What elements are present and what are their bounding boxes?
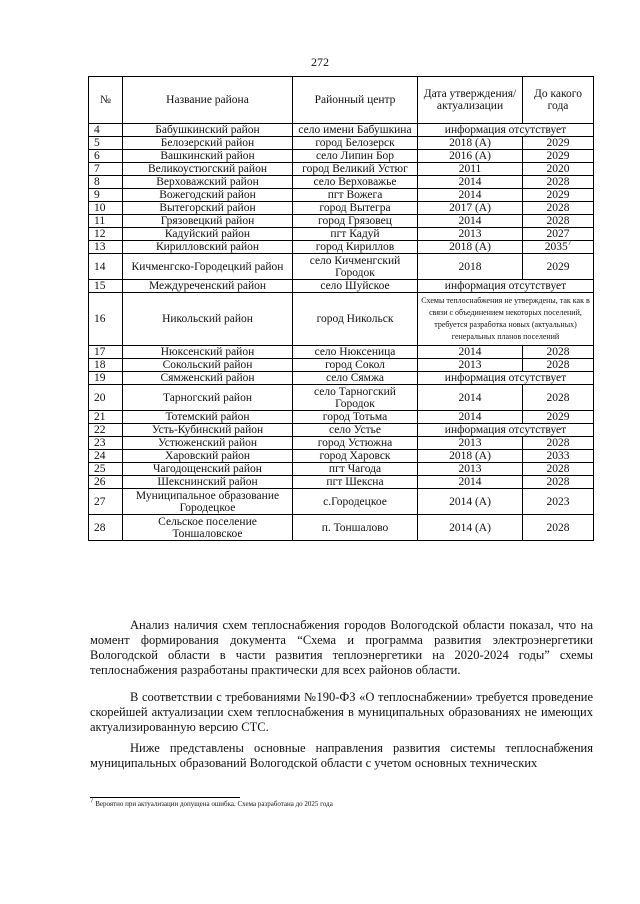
cell-note: Схемы теплоснабжения не утверждены, так как в связи с объединением некоторых поселений, требуется разработка новых (актуальных) генеральных планов поселений <box>418 293 594 346</box>
cell-district: Великоустюгский район <box>123 163 293 176</box>
cell-number: 11 <box>89 215 123 228</box>
cell-year <box>523 137 594 150</box>
cell-number: 22 <box>89 424 123 437</box>
cell-number: 18 <box>89 359 123 372</box>
cell-date: 2018 (А) <box>418 450 523 463</box>
cell-year-value: 2028 <box>546 215 570 227</box>
cell-center: город Устюжна <box>293 437 418 450</box>
table-row <box>89 202 594 215</box>
cell-number: 23 <box>89 437 123 450</box>
cell-date: 2013 <box>418 359 523 372</box>
cell-district: Кадуйский район <box>123 228 293 241</box>
cell-year-value: 2029 <box>546 137 570 149</box>
cell-year-value: 2028 <box>546 476 570 488</box>
cell-year <box>523 411 594 424</box>
table-row <box>89 450 594 463</box>
cell-year-value: 2028 <box>546 346 570 358</box>
cell-district: Нюксенский район <box>123 346 293 359</box>
cell-center: село Шуйское <box>293 280 418 293</box>
cell-info: информация отсутствует <box>418 424 594 437</box>
cell-center: город Сокол <box>293 359 418 372</box>
cell-district: Никольский район <box>123 293 293 346</box>
cell-year <box>523 176 594 189</box>
cell-district: Устюженский район <box>123 437 293 450</box>
cell-year <box>523 254 594 280</box>
cell-year <box>523 346 594 359</box>
table-row <box>89 163 594 176</box>
cell-number: 13 <box>89 241 123 254</box>
cell-date: 2014 <box>418 189 523 202</box>
cell-date: 2013 <box>418 228 523 241</box>
cell-year <box>523 385 594 411</box>
cell-district: Усть-Кубинский район <box>123 424 293 437</box>
cell-district: Кирилловский район <box>123 241 293 254</box>
cell-district: Тарногский район <box>123 385 293 411</box>
cell-year-value: 2029 <box>546 150 570 162</box>
cell-number: 10 <box>89 202 123 215</box>
cell-district: Чагодощенский район <box>123 463 293 476</box>
cell-year <box>523 515 594 541</box>
table-row <box>89 124 594 137</box>
cell-number: 12 <box>89 228 123 241</box>
paragraph-analysis: Анализ наличия схем теплоснабжения городов Вологодской области показал, что на момент формирования документа “Схема и программа развития электроэнергетики Вологодской области в части развития теплоэнергетики на 2020-2024 годы” схемы теплоснабжения разработаны практически для всех районов области. <box>90 618 593 677</box>
cell-year-value: 2029 <box>546 189 570 201</box>
cell-date: 2018 (А) <box>418 137 523 150</box>
cell-center: село имени Бабушкина <box>293 124 418 137</box>
cell-center: село Сямжа <box>293 372 418 385</box>
cell-number: 28 <box>89 515 123 541</box>
cell-date: 2014 <box>418 176 523 189</box>
table-row <box>89 176 594 189</box>
footnote-ref: 7 <box>567 239 572 248</box>
cell-year <box>523 189 594 202</box>
cell-number: 26 <box>89 476 123 489</box>
table-row <box>89 476 594 489</box>
cell-year <box>523 150 594 163</box>
table-row <box>89 385 594 411</box>
cell-date: 2017 (А) <box>418 202 523 215</box>
header-number: № <box>89 77 123 124</box>
cell-center: город Никольск <box>293 293 418 346</box>
cell-center: пгт Шексна <box>293 476 418 489</box>
cell-year <box>523 241 594 254</box>
cell-number: 16 <box>89 293 123 346</box>
footnote-divider <box>90 797 240 798</box>
cell-info: информация отсутствует <box>418 124 594 137</box>
cell-year-value: 2029 <box>546 411 570 423</box>
cell-district: Вожегодский район <box>123 189 293 202</box>
table-row <box>89 463 594 476</box>
cell-date: 2013 <box>418 463 523 476</box>
table-row <box>89 515 594 541</box>
cell-center: пгт Чагода <box>293 463 418 476</box>
cell-date: 2016 (А) <box>418 150 523 163</box>
cell-district: Вытегорский район <box>123 202 293 215</box>
cell-number: 15 <box>89 280 123 293</box>
heat-supply-table <box>88 76 594 541</box>
cell-number: 14 <box>89 254 123 280</box>
cell-date: 2014 <box>418 346 523 359</box>
cell-district: Междуреченский район <box>123 280 293 293</box>
cell-date: 2011 <box>418 163 523 176</box>
cell-year-value: 2023 <box>546 495 570 508</box>
table-row <box>89 241 594 254</box>
table-row <box>89 137 594 150</box>
cell-center: село Нюксеница <box>293 346 418 359</box>
cell-date: 2014 <box>418 476 523 489</box>
cell-year <box>523 359 594 372</box>
cell-year-value: 2028 <box>546 463 570 475</box>
cell-year-value: 2028 <box>546 202 570 214</box>
table-row <box>89 424 594 437</box>
table-row <box>89 346 594 359</box>
cell-center: с.Городецкое <box>293 489 418 515</box>
cell-district: Вашкинский район <box>123 150 293 163</box>
cell-year-value: 2028 <box>546 521 570 534</box>
cell-date: 2018 <box>418 254 523 280</box>
cell-year-value: 2028 <box>546 391 570 404</box>
cell-number: 24 <box>89 450 123 463</box>
cell-center: село Устье <box>293 424 418 437</box>
table-row <box>89 150 594 163</box>
cell-center: пгт Кадуй <box>293 228 418 241</box>
cell-district: Белозерский район <box>123 137 293 150</box>
table-row <box>89 489 594 515</box>
paragraph-requirements: В соответствии с требованиями №190-ФЗ «О теплоснабжении» требуется проведение скорейшей актуализации схем теплоснабжения в муниципальных образованиях не имеющих актуализированную версию СТС. <box>90 690 593 734</box>
cell-year-value: 2029 <box>546 260 570 273</box>
cell-district: Харовский район <box>123 450 293 463</box>
cell-year <box>523 450 594 463</box>
cell-year-value: 2028 <box>546 176 570 188</box>
cell-info: информация отсутствует <box>418 280 594 293</box>
cell-district: Бабушкинский район <box>123 124 293 137</box>
cell-year-value: 2020 <box>546 163 570 175</box>
cell-center: город Грязовец <box>293 215 418 228</box>
cell-year <box>523 215 594 228</box>
cell-number: 7 <box>89 163 123 176</box>
cell-district: Шекснинский район <box>123 476 293 489</box>
table-row <box>89 372 594 385</box>
cell-center: село Липин Бор <box>293 150 418 163</box>
cell-district: Сельское поселение Тоншаловское <box>123 515 293 541</box>
cell-number: 27 <box>89 489 123 515</box>
cell-district: Тотемский район <box>123 411 293 424</box>
cell-district: Верховажский район <box>123 176 293 189</box>
cell-year <box>523 202 594 215</box>
cell-year <box>523 476 594 489</box>
cell-year-value: 2027 <box>546 228 570 240</box>
cell-year <box>523 163 594 176</box>
paragraph-directions: Ниже представлены основные направления развития системы теплоснабжения муниципальных образований Вологодской области с учетом основных технических <box>90 741 593 770</box>
table-row <box>89 254 594 280</box>
cell-center: город Тотьма <box>293 411 418 424</box>
cell-year <box>523 228 594 241</box>
cell-year-value: 2028 <box>546 359 570 371</box>
cell-date: 2014 <box>418 215 523 228</box>
cell-date: 2014 (А) <box>418 489 523 515</box>
table-row <box>89 437 594 450</box>
cell-year <box>523 437 594 450</box>
cell-center: пгт Вожега <box>293 189 418 202</box>
cell-year-value: 2028 <box>546 437 570 449</box>
table-row <box>89 189 594 202</box>
cell-number: 20 <box>89 385 123 411</box>
cell-center: село Верховажье <box>293 176 418 189</box>
cell-number: 8 <box>89 176 123 189</box>
table-row <box>89 359 594 372</box>
cell-date: 2014 <box>418 411 523 424</box>
cell-date: 2018 (А) <box>418 241 523 254</box>
cell-center: село Кичменгский Городок <box>293 254 418 280</box>
cell-center: п. Тоншалово <box>293 515 418 541</box>
table-row <box>89 228 594 241</box>
header-district: Название района <box>123 77 293 124</box>
cell-number: 9 <box>89 189 123 202</box>
header-year: До какого года <box>523 77 594 124</box>
page-number: 272 <box>311 55 329 69</box>
footnote <box>90 796 333 808</box>
table-row <box>89 411 594 424</box>
header-center: Районный центр <box>293 77 418 124</box>
cell-center: город Белозерск <box>293 137 418 150</box>
cell-district: Грязовецкий район <box>123 215 293 228</box>
footnote-mark: 7 <box>90 796 94 805</box>
cell-date: 2014 <box>418 385 523 411</box>
cell-number: 6 <box>89 150 123 163</box>
table-header-row <box>89 77 594 124</box>
table-body <box>89 124 594 541</box>
cell-number: 17 <box>89 346 123 359</box>
cell-info: информация отсутствует <box>418 372 594 385</box>
cell-year <box>523 463 594 476</box>
table-row <box>89 280 594 293</box>
cell-district: Кичменгско-Городецкий район <box>123 254 293 280</box>
cell-date: 2014 (А) <box>418 515 523 541</box>
header-date: Дата утверждения/ актуализации <box>418 77 523 124</box>
cell-district: Сямженский район <box>123 372 293 385</box>
cell-center: город Харовск <box>293 450 418 463</box>
cell-number: 25 <box>89 463 123 476</box>
cell-district: Сокольский район <box>123 359 293 372</box>
cell-district: Муниципальное образование Городецкое <box>123 489 293 515</box>
cell-year-value: 2035 <box>544 241 568 253</box>
cell-date: 2013 <box>418 437 523 450</box>
cell-number: 5 <box>89 137 123 150</box>
cell-number: 4 <box>89 124 123 137</box>
cell-year-value: 2033 <box>546 450 570 462</box>
cell-center: город Великий Устюг <box>293 163 418 176</box>
footnote-text: Вероятно при актуализации допущена ошибка. Схема разработана до 2025 года <box>95 800 333 808</box>
cell-year <box>523 489 594 515</box>
cell-center: город Вытегра <box>293 202 418 215</box>
cell-number: 21 <box>89 411 123 424</box>
cell-center: город Кириллов <box>293 241 418 254</box>
table-row <box>89 293 594 346</box>
cell-center: село Тарногский Городок <box>293 385 418 411</box>
cell-number: 19 <box>89 372 123 385</box>
table-row <box>89 215 594 228</box>
